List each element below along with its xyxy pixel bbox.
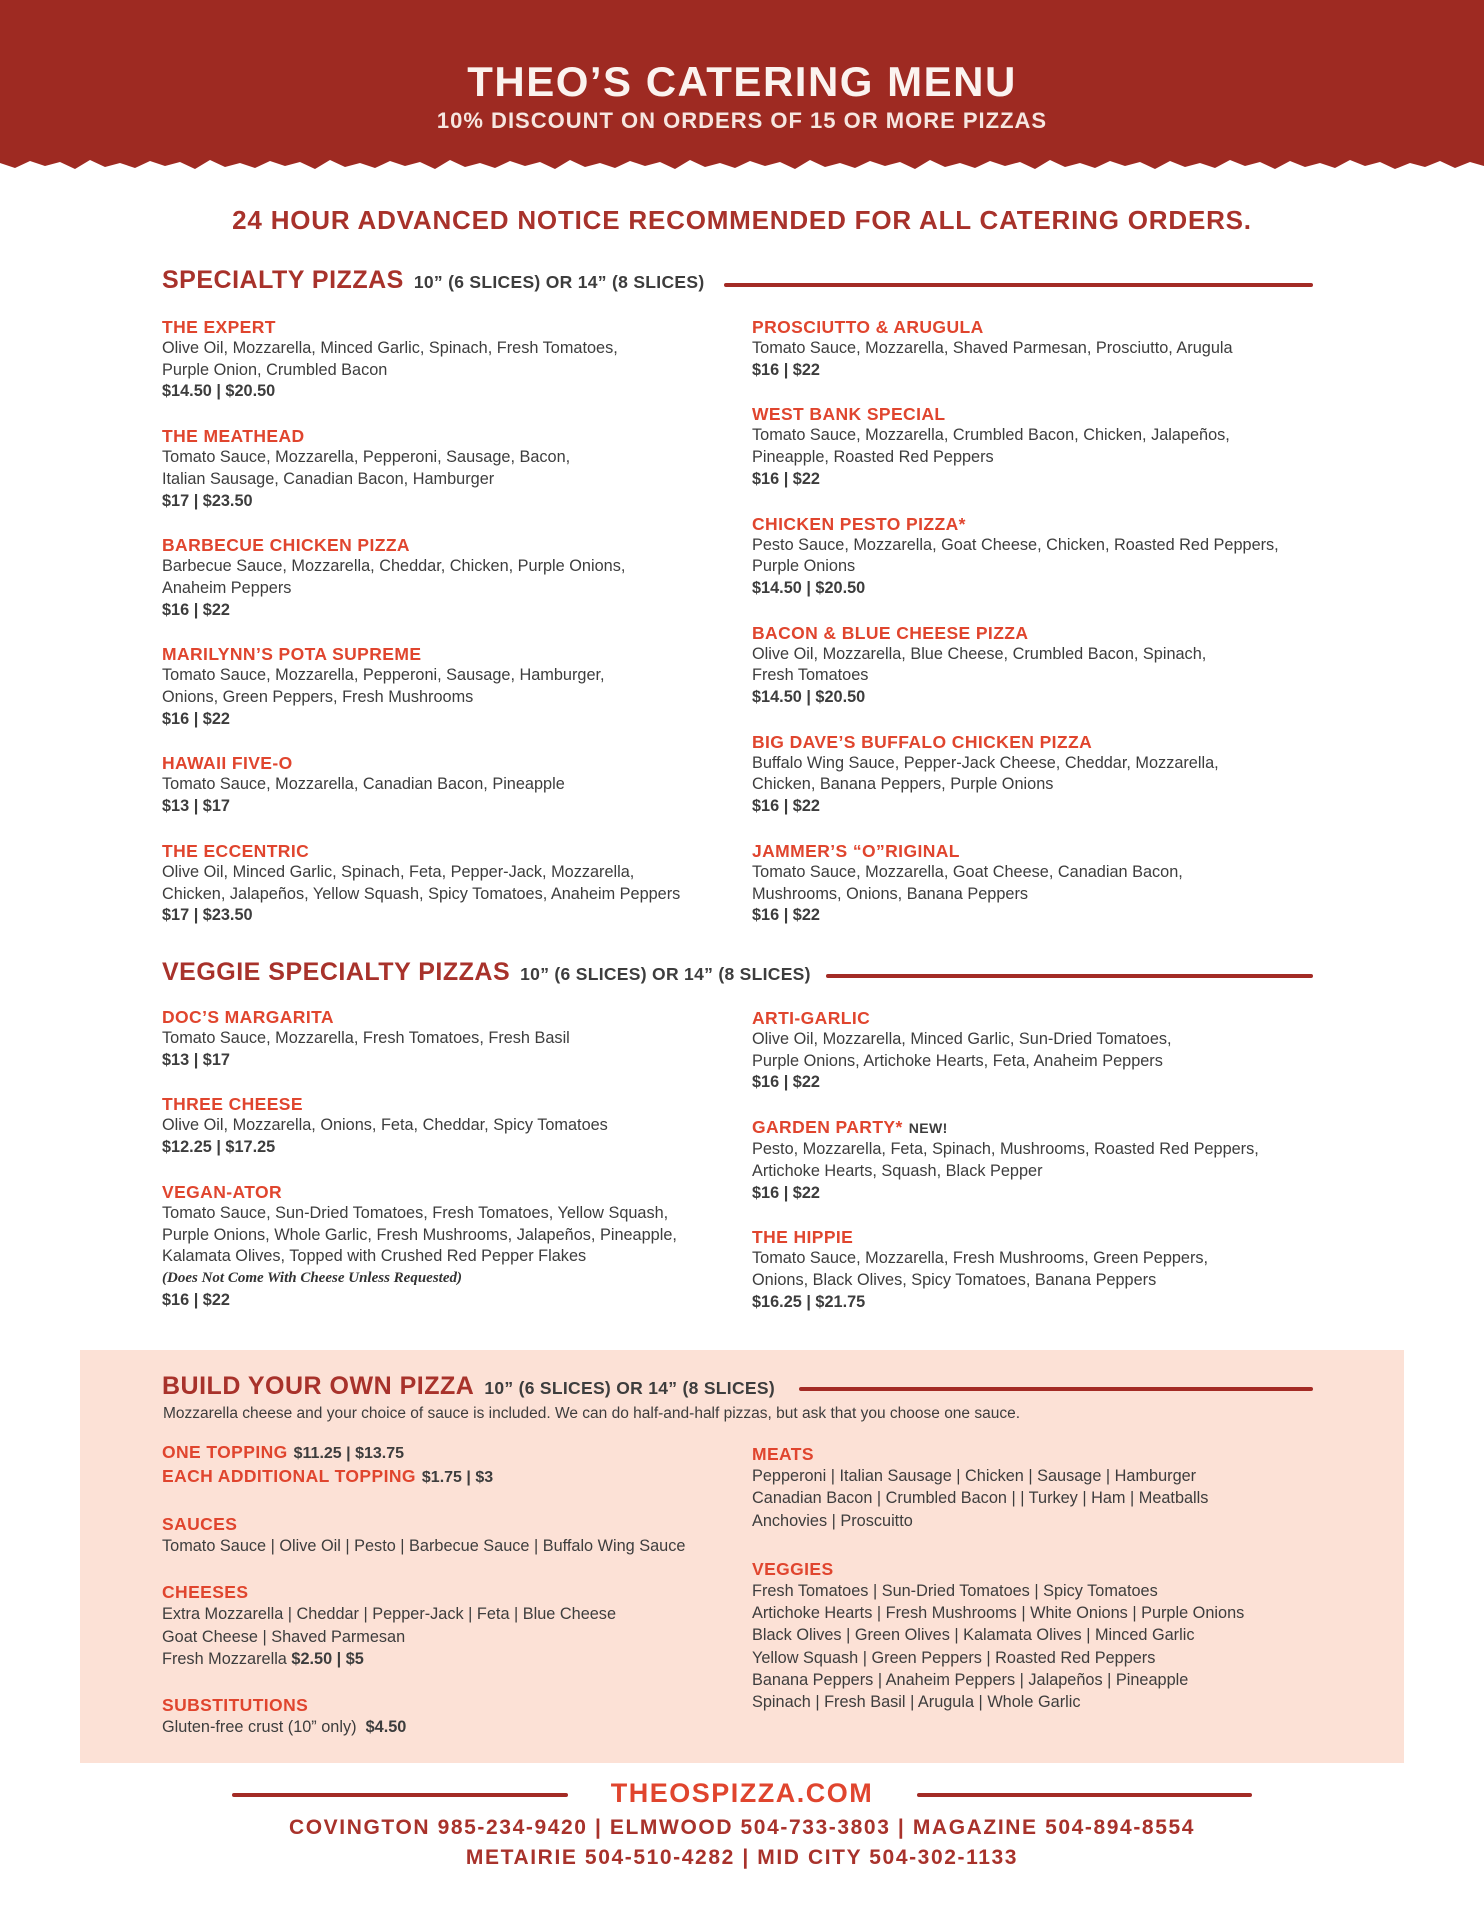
menu-item-title: ARTI-GARLIC [752,1008,871,1028]
menu-item-name [752,1116,1322,1139]
menu-item-ingredients: Onions, Black Olives, Spicy Tomatoes, Banana Peppers [752,1270,1157,1289]
menu-item-name [752,316,1322,338]
specialty-right-column [752,316,1322,949]
menu-item [162,1006,732,1071]
menu-item [162,1181,732,1312]
menu-item-price: $16 | $22 [162,1290,230,1309]
one-topping-row [162,1441,732,1465]
veggies-heading: VEGGIES [752,1558,834,1579]
cheeses-heading: CHEESES [162,1582,249,1603]
menu-item-name [752,622,1322,644]
one-topping-price: $11.25 | $13.75 [293,1445,404,1462]
menu-item-price: $13 | $17 [162,797,230,816]
section-divider [799,1387,1313,1391]
menu-item [162,425,732,512]
menu-item-ingredients: Tomato Sauce, Mozzarella, Pepperoni, Sausage, Bacon, [162,448,571,467]
veggie-right-column [752,1007,1322,1335]
menu-item-ingredients: Purple Onions, Artichoke Hearts, Feta, Anaheim Peppers [752,1051,1163,1070]
menu-item-ingredients: Tomato Sauce, Mozzarella, Shaved Parmesan, Prosciutto, Arugula [752,339,1233,357]
sauces-group [162,1513,732,1557]
menu-item-title: BIG DAVE’S BUFFALO CHICKEN PIZZA [752,731,1093,752]
menu-item-note: (Does Not Come With Cheese Unless Requested) [162,1269,462,1286]
menu-item [162,534,732,621]
menu-item-price: $13 | $17 [162,1050,230,1069]
menu-item [162,840,732,927]
menu-item-ingredients: Mushrooms, Onions, Banana Peppers [752,884,1029,903]
menu-item-price: $14.50 | $20.50 [752,688,866,707]
additional-topping-label: EACH ADDITIONAL TOPPING [162,1466,416,1486]
menu-item-ingredients: Olive Oil, Mozzarella, Minced Garlic, Sun-Dried Tomatoes, [752,1030,1172,1048]
menu-item [162,643,732,730]
menu-item-price: $16 | $22 [752,1073,820,1092]
veggies-group [752,1558,1322,1714]
discount-subtitle: 10% DISCOUNT ON ORDERS OF 15 OR MORE PIZZAS [436,108,1048,133]
menu-item-ingredients: Tomato Sauce, Mozzarella, Goat Cheese, Canadian Bacon, [752,862,1183,881]
specialty-section-heading [162,266,704,295]
menu-item-ingredients: Tomato Sauce, Mozzarella, Fresh Mushrooms, Green Peppers, [752,1249,1209,1268]
build-section-heading [162,1372,775,1401]
menu-item-title: THREE CHEESE [162,1094,303,1115]
menu-item-ingredients: Fresh Tomatoes [752,666,869,685]
gluten-free-price: $4.50 [365,1718,407,1737]
meats-list-line: Anchovies | Proscuitto [752,1511,913,1530]
menu-item-ingredients: Olive Oil, Mozzarella, Minced Garlic, Spinach, Fresh Tomatoes, [162,339,618,357]
menu-item-title: JAMMER’S “O”RIGINAL [752,840,960,861]
menu-item-title: THE ECCENTRIC [162,840,310,861]
section-sizes: 10” (6 SLICES) OR 14” (8 SLICES) [413,272,705,292]
menu-item-ingredients: Olive Oil, Mozzarella, Blue Cheese, Crumbled Bacon, Spinach, [752,644,1207,663]
meats-list-line: Canadian Bacon | Crumbled Bacon | | Turkey | Ham | Meatballs [752,1489,1209,1508]
menu-item-ingredients: Tomato Sauce, Mozzarella, Canadian Bacon, Pineapple [162,775,565,794]
menu-item-ingredients: Purple Onions [752,557,856,576]
veggies-list-line: Black Olives | Green Olives | Kalamata Olives | Minced Garlic [752,1626,1195,1645]
menu-item [162,1093,732,1158]
build-right-column [752,1443,1322,1738]
menu-item [752,1226,1322,1313]
menu-item-name [752,403,1322,425]
menu-item-ingredients: Italian Sausage, Canadian Bacon, Hamburger [162,469,495,488]
menu-item-name [162,840,732,862]
substitutions-group [162,1694,732,1738]
gluten-free-row [162,1716,732,1738]
sauces-heading: SAUCES [162,1514,238,1534]
menu-item [162,752,732,817]
additional-topping-row [162,1465,732,1489]
section-divider [826,974,1313,978]
specialty-left-column [162,316,732,949]
locations-line-2: METAIRIE 504-510-4282 | MID CITY 504-302-1133 [465,1846,1019,1869]
menu-item-ingredients: Artichoke Hearts, Squash, Black Pepper [752,1161,1043,1180]
page-title: THEO’S CATERING MENU [467,58,1017,105]
menu-item [752,731,1322,818]
menu-item-price: $17 | $23.50 [162,906,253,925]
menu-item-name [162,1181,732,1203]
topping-pricing [162,1441,732,1489]
menu-item-ingredients: Olive Oil, Minced Garlic, Spinach, Feta, Pepper-Jack, Mozzarella, [162,862,635,881]
gluten-free-label: Gluten-free crust (10” only) [162,1718,357,1737]
menu-item-name [752,1007,1322,1029]
menu-item-name [752,1226,1322,1248]
advance-notice: 24 HOUR ADVANCED NOTICE RECOMMENDED FOR ALL CATERING ORDERS. [232,205,1252,235]
menu-item-ingredients: Tomato Sauce, Mozzarella, Pepperoni, Sausage, Hamburger, [162,666,605,685]
menu-item-price: $16 | $22 [752,360,820,379]
substitutions-heading: SUBSTITUTIONS [162,1695,309,1716]
menu-item-ingredients: Pineapple, Roasted Red Peppers [752,448,994,467]
veggies-list-line: Artichoke Hearts | Fresh Mushrooms | White Onions | Purple Onions [752,1604,1245,1623]
menu-item-price: $12.25 | $17.25 [162,1138,276,1157]
menu-item-title: THE MEATHEAD [162,426,305,447]
menu-item [752,1007,1322,1094]
menu-item-title: VEGAN-ATOR [162,1181,283,1202]
cheeses-list-line: Goat Cheese | Shaved Parmesan [162,1627,406,1646]
menu-item [752,1116,1322,1204]
cheeses-list-line: Extra Mozzarella | Cheddar | Pepper-Jack | Feta | Blue Cheese [162,1605,617,1624]
menu-item-title: MARILYNN’S POTA SUPREME [162,644,422,665]
menu-item-name [162,425,732,447]
menu-item [752,513,1322,600]
menu-item-ingredients: Kalamata Olives, Topped with Crushed Red Pepper Flakes [162,1247,587,1266]
menu-item-price: $16 | $22 [752,1183,820,1202]
menu-item-ingredients: Chicken, Jalapeños, Yellow Squash, Spicy Tomatoes, Anaheim Peppers [162,884,681,903]
menu-item [752,403,1322,490]
menu-item-price: $16 | $22 [752,906,820,925]
veggies-list-line: Spinach | Fresh Basil | Arugula | Whole Garlic [752,1693,1081,1712]
menu-item-name [162,1093,732,1115]
menu-item-ingredients: Tomato Sauce, Mozzarella, Fresh Tomatoes, Fresh Basil [162,1029,570,1047]
fresh-mozzarella-row [162,1648,732,1670]
menu-item-name [162,643,732,665]
veggie-section-heading [162,958,811,987]
menu-item-ingredients: Purple Onion, Crumbled Bacon [162,360,388,379]
menu-item-title: PROSCIUTTO & ARUGULA [752,317,984,337]
menu-item-name [162,752,732,774]
menu-item-ingredients: Purple Onions, Whole Garlic, Fresh Mushrooms, Jalapeños, Pineapple, [162,1225,677,1244]
menu-item-title: BARBECUE CHICKEN PIZZA [162,535,410,556]
section-title: SPECIALTY PIZZAS [162,266,404,294]
section-sizes: 10” (6 SLICES) OR 14” (8 SLICES) [484,1378,775,1398]
menu-item [752,622,1322,709]
meats-list-line: Pepperoni | Italian Sausage | Chicken | Sausage | Hamburger [752,1467,1197,1485]
section-title: BUILD YOUR OWN PIZZA [162,1372,475,1400]
menu-item-title: DOC’S MARGARITA [162,1007,334,1027]
menu-item-ingredients: Pesto, Mozzarella, Feta, Spinach, Mushrooms, Roasted Red Peppers, [752,1140,1259,1159]
cheeses-group [162,1581,732,1670]
menu-item-price: $16 | $22 [752,797,820,816]
menu-item-price: $14.50 | $20.50 [162,382,276,401]
menu-item-name [752,513,1322,535]
veggie-left-column [162,1006,732,1333]
menu-item-price: $16 | $22 [162,709,230,728]
menu-item-ingredients: Buffalo Wing Sauce, Pepper-Jack Cheese, Cheddar, Mozzarella, [752,753,1219,772]
menu-item-title: GARDEN PARTY* [752,1117,903,1138]
menu-item-ingredients: Pesto Sauce, Mozzarella, Goat Cheese, Chicken, Roasted Red Peppers, [752,535,1279,554]
menu-item-name [752,840,1322,862]
menu-item-ingredients: Chicken, Banana Peppers, Purple Onions [752,775,1054,794]
website-link[interactable]: THEOSPIZZA.COM [610,1778,874,1808]
section-divider [724,283,1313,287]
menu-item-ingredients: Anaheim Peppers [162,578,292,597]
menu-item [162,316,732,403]
menu-item-name [162,1006,732,1028]
fresh-mozzarella-label: Fresh Mozzarella [162,1649,287,1668]
new-badge: NEW! [908,1120,948,1137]
menu-item-name [162,316,732,338]
veggies-list-line: Fresh Tomatoes | Sun-Dried Tomatoes | Spicy Tomatoes [752,1581,1158,1600]
menu-item-name [162,534,732,556]
menu-item-price: $16 | $22 [752,469,820,488]
build-left-column [162,1441,732,1762]
menu-item-ingredients: Onions, Green Peppers, Fresh Mushrooms [162,688,474,707]
menu-item-price: $16.25 | $21.75 [752,1292,866,1311]
menu-item [752,840,1322,927]
menu-item-title: CHICKEN PESTO PIZZA* [752,513,966,534]
meats-heading: MEATS [752,1444,814,1464]
menu-item-price: $16 | $22 [162,600,230,619]
menu-item-title: THE EXPERT [162,317,276,337]
fresh-mozzarella-price: $2.50 | $5 [291,1649,364,1668]
meats-group [752,1443,1322,1532]
menu-item-ingredients: Tomato Sauce, Mozzarella, Crumbled Bacon, Chicken, Jalapeños, [752,426,1230,445]
menu-item-title: WEST BANK SPECIAL [752,404,946,425]
menu-item-ingredients: Barbecue Sauce, Mozzarella, Cheddar, Chicken, Purple Onions, [162,557,626,576]
sauces-list: Tomato Sauce | Olive Oil | Pesto | Barbecue Sauce | Buffalo Wing Sauce [162,1537,686,1555]
menu-item-ingredients: Olive Oil, Mozzarella, Onions, Feta, Cheddar, Spicy Tomatoes [162,1116,608,1135]
section-title: VEGGIE SPECIALTY PIZZAS [162,958,511,986]
locations-line-1: COVINGTON 985-234-9420 | ELMWOOD 504-733-3803 | MAGAZINE 504-894-8554 [288,1816,1196,1839]
one-topping-label: ONE TOPPING [162,1442,288,1462]
menu-item-title: THE HIPPIE [752,1227,854,1248]
torn-edge-decoration [0,156,1484,174]
menu-item-name [752,731,1322,753]
menu-item-title: HAWAII FIVE-O [162,753,293,774]
menu-item-price: $14.50 | $20.50 [752,578,866,597]
veggies-list-line: Banana Peppers | Anaheim Peppers | Jalapeños | Pineapple [752,1671,1189,1690]
veggies-list-line: Yellow Squash | Green Peppers | Roasted Red Peppers [752,1648,1156,1667]
menu-item [752,316,1322,381]
menu-item-title: BACON & BLUE CHEESE PIZZA [752,622,1029,643]
menu-item-price: $17 | $23.50 [162,491,253,510]
build-description: Mozzarella cheese and your choice of sauce is included. We can do half-and-half pizzas, but ask that you choose one sauce. [163,1405,1021,1422]
section-sizes: 10” (6 SLICES) OR 14” (8 SLICES) [520,964,811,984]
additional-topping-price: $1.75 | $3 [421,1469,494,1486]
menu-item-ingredients: Tomato Sauce, Sun-Dried Tomatoes, Fresh Tomatoes, Yellow Squash, [162,1203,669,1222]
